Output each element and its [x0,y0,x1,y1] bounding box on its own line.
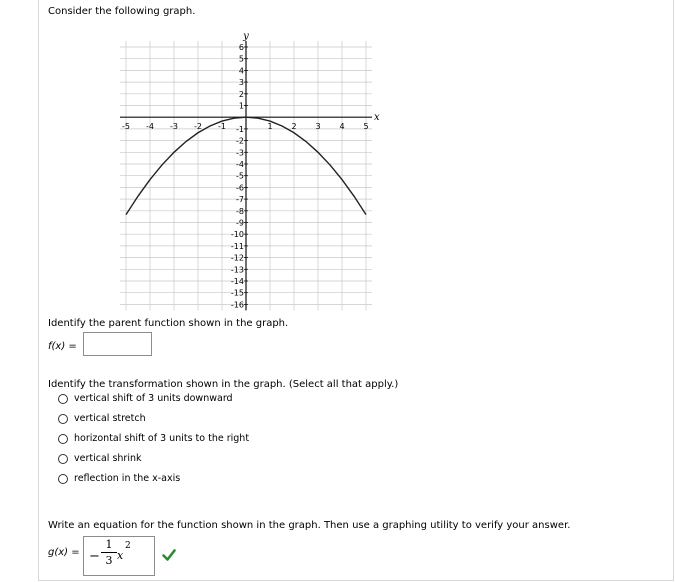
equation-prompt: Write an equation for the function shown in the graph. Then use a graphing utility to verify your answer. [48,520,571,531]
answer-sign: − [89,549,100,564]
y-tick-label: 5 [238,54,244,64]
option-vertical-shift[interactable] [58,393,233,404]
y-tick-label: -11 [230,241,244,251]
y-tick-label: -4 [236,160,244,169]
option-horizontal-shift[interactable] [58,433,249,444]
x-tick-label: -2 [194,122,202,132]
option-reflection[interactable] [58,473,180,484]
option-label: vertical shrink [74,453,142,464]
fraction-numerator: 1 [105,538,113,551]
y-tick-label: -3 [236,148,244,158]
option-label: reflection in the x-axis [74,473,181,484]
y-tick-label: -10 [230,230,244,240]
f-of-x-label: f(x) = [48,341,77,352]
option-label: vertical stretch [74,413,146,424]
checkbox-icon[interactable] [58,454,68,464]
y-tick-label: -6 [236,183,244,193]
y-tick-label: -15 [230,288,244,298]
y-tick-label: -8 [236,206,244,216]
x-tick-label: -4 [146,122,154,132]
y-tick-label: -13 [230,265,244,275]
x-tick-label: 4 [339,122,345,132]
correct-check-icon [162,548,176,562]
y-tick-label: -16 [230,300,244,310]
y-tick-label: -1 [236,124,244,134]
y-tick-label: 3 [238,78,244,88]
x-tick-label: -1 [218,122,226,132]
y-tick-label: -12 [230,253,244,263]
x-axis-label: x [374,112,380,124]
transformation-prompt: Identify the transformation shown in the graph. (Select all that apply.) [48,379,399,390]
checkbox-icon[interactable] [58,414,68,424]
g-of-x-label: g(x) = [48,547,80,558]
answer-exponent: 2 [125,541,131,551]
checkbox-icon[interactable] [58,394,68,404]
checkbox-icon[interactable] [58,474,68,484]
x-tick-label: -5 [122,122,130,132]
checkbox-icon[interactable] [58,434,68,444]
y-tick-label: 1 [238,101,244,111]
option-label: horizontal shift of 3 units to the right [74,433,250,444]
parabola-graph [118,30,380,310]
y-tick-label: 6 [238,43,244,52]
parent-function-input[interactable] [83,332,152,356]
y-axis-label: y [243,31,249,42]
y-tick-label: -7 [236,195,244,205]
option-label: vertical shift of 3 units downward [74,393,233,404]
answer-variable: x [117,549,124,562]
x-tick-label: 3 [315,122,321,132]
option-vertical-stretch[interactable] [58,413,146,424]
y-tick-label: 4 [238,66,244,76]
x-tick-label: 1 [267,122,273,132]
x-tick-label: -3 [170,122,178,132]
answer-fraction [101,538,117,567]
y-tick-label: -9 [236,218,244,228]
y-tick-label: -14 [230,277,244,286]
x-tick-label: 2 [291,122,297,132]
fraction-denominator: 3 [105,554,113,567]
parent-function-prompt: Identify the parent function shown in the graph. [48,318,289,329]
y-tick-label: 2 [238,89,244,99]
option-vertical-shrink[interactable] [58,453,141,464]
x-tick-label: 5 [363,122,369,132]
fraction-bar [101,552,117,553]
question-intro: Consider the following graph. [48,6,196,17]
y-tick-label: -2 [236,136,244,146]
y-tick-label: -5 [236,171,244,181]
